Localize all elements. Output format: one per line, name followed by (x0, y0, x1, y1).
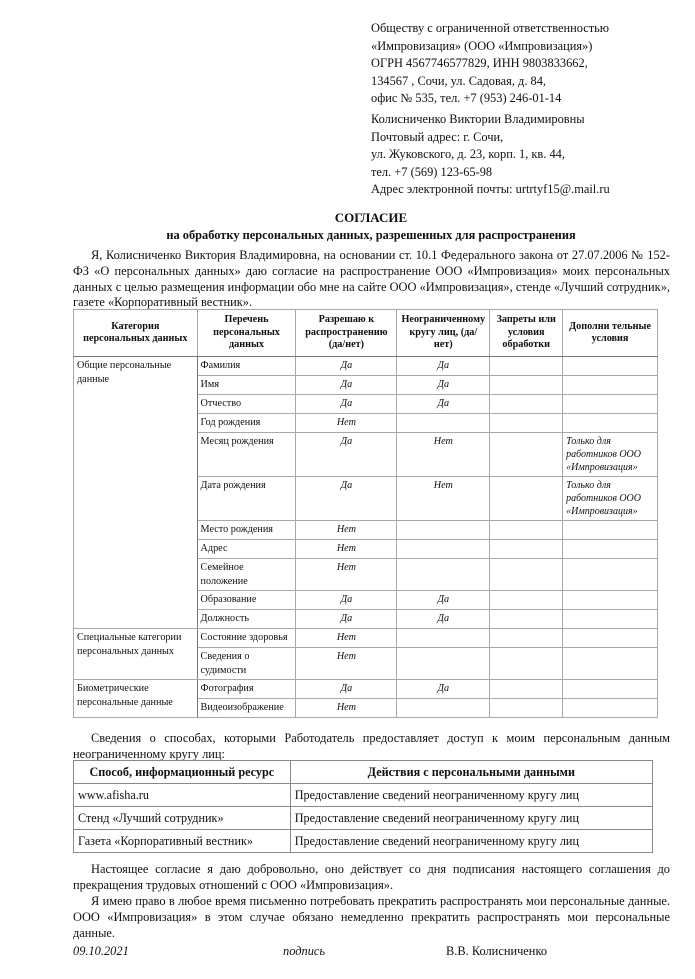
restrictions-cell (490, 610, 563, 629)
unlimited-cell (397, 521, 490, 540)
signature-date: 09.10.2021 (73, 944, 129, 958)
restrictions-cell (490, 540, 563, 559)
signature-label: подпись (283, 944, 326, 958)
table-row (74, 357, 658, 376)
item-cell: Должность (197, 610, 296, 629)
item-cell: Отчество (197, 395, 296, 414)
item-cell: Сведения о судимости (197, 648, 296, 680)
allow-cell: Нет (296, 559, 397, 591)
unlimited-cell (397, 699, 490, 718)
allow-cell: Да (296, 477, 397, 521)
item-cell: Адрес (197, 540, 296, 559)
restrictions-cell (490, 648, 563, 680)
category-cell: Биометрические персональные данные (74, 680, 198, 718)
category-cell: Специальные категории персональных данных (74, 629, 198, 680)
unlimited-cell (397, 629, 490, 648)
sender-line: Адрес электронной почты: urtrtyf15@.mail.ru (371, 182, 610, 197)
extra-cell (563, 395, 658, 414)
extra-cell: Только для работников ООО «Импровизация» (563, 433, 658, 477)
allow-cell: Да (296, 395, 397, 414)
header-restrictions: Запреты или условия обработки (490, 310, 563, 357)
restrictions-cell (490, 680, 563, 699)
item-cell: Видеоизображение (197, 699, 296, 718)
document-subtitle: на обработку персональных данных, разрешенных для распространения (166, 228, 576, 242)
unlimited-cell: Да (397, 610, 490, 629)
extra-cell (563, 648, 658, 680)
restrictions-cell (490, 629, 563, 648)
header-unlimited: Неограниченному кругу лиц, (да/нет) (397, 310, 490, 357)
recipient-line: «Импровизация» (ООО «Импровизация») (371, 38, 593, 53)
header-extra: Дополни тельные условия (563, 310, 658, 357)
unlimited-cell: Нет (397, 477, 490, 521)
personal-data-table (73, 309, 658, 718)
allow-cell: Да (296, 680, 397, 699)
header-items: Перечень персональных данных (197, 310, 296, 357)
resource-cell: Газета «Корпоративный вестник» (74, 830, 291, 853)
methods-paragraph: Сведения о способах, которыми Работодатель предоставляет доступ к моим персональным данным неограниченному кругу лиц: (73, 731, 670, 761)
unlimited-cell (397, 648, 490, 680)
recipient-line: офис № 535, тел. +7 (953) 246-01-14 (371, 91, 562, 106)
table-row (74, 784, 653, 807)
extra-cell (563, 699, 658, 718)
extra-cell (563, 559, 658, 591)
restrictions-cell (490, 357, 563, 376)
table-row (74, 807, 653, 830)
unlimited-cell: Да (397, 357, 490, 376)
item-cell: Месяц рождения (197, 433, 296, 477)
allow-cell: Нет (296, 414, 397, 433)
allow-cell: Да (296, 591, 397, 610)
allow-cell: Нет (296, 648, 397, 680)
signer-name: В.В. Колисниченко (446, 944, 548, 958)
action-cell: Предоставление сведений неограниченному кругу лиц (290, 807, 652, 830)
unlimited-cell: Да (397, 376, 490, 395)
unlimited-cell: Да (397, 591, 490, 610)
allow-cell: Да (296, 610, 397, 629)
header-allow: Разрешаю к распространению (да/нет) (296, 310, 397, 357)
unlimited-cell: Да (397, 395, 490, 414)
allow-cell: Да (296, 433, 397, 477)
unlimited-cell (397, 559, 490, 591)
table-header-row (74, 310, 658, 357)
allow-cell: Нет (296, 521, 397, 540)
restrictions-cell (490, 395, 563, 414)
extra-cell (563, 414, 658, 433)
restrictions-cell (490, 591, 563, 610)
table-row (74, 629, 658, 648)
recipient-line: Обществу с ограниченной ответственностью (371, 21, 610, 35)
item-cell: Дата рождения (197, 477, 296, 521)
header-resource: Способ, информационный ресурс (74, 761, 291, 784)
extra-cell (563, 610, 658, 629)
extra-cell (563, 357, 658, 376)
sender-line: ул. Жуковского, д. 23, корп. 1, кв. 44, (371, 147, 565, 162)
item-cell: Состояние здоровья (197, 629, 296, 648)
item-cell: Семейное положение (197, 559, 296, 591)
item-cell: Год рождения (197, 414, 296, 433)
intro-paragraph: Я, Колисниченко Виктория Владимировна, на основании ст. 10.1 Федерального закона от 27.07.2006 № 152-ФЗ «О персональных данных» даю согласие на распространение ООО «Импровизация» моих персональных данных с целью размещения информации обо мне на сайте ООО «Импровизация», стенде «Лучший сотрудник», газете «Корпоративный вестник». (73, 248, 670, 310)
restrictions-cell (490, 521, 563, 540)
extra-cell (563, 629, 658, 648)
document-title: СОГЛАСИЕ (334, 210, 408, 225)
item-cell: Образование (197, 591, 296, 610)
extra-cell (563, 680, 658, 699)
item-cell: Фотография (197, 680, 296, 699)
extra-cell (563, 591, 658, 610)
unlimited-cell: Нет (397, 433, 490, 477)
restrictions-cell (490, 477, 563, 521)
restrictions-cell (490, 559, 563, 591)
allow-cell: Нет (296, 540, 397, 559)
table-row (74, 680, 658, 699)
sender-line: Колисниченко Виктории Владимировны (371, 112, 585, 126)
unlimited-cell (397, 414, 490, 433)
recipient-line: 134567 , Сочи, ул. Садовая, д. 84, (371, 73, 547, 88)
resource-cell: Стенд «Лучший сотрудник» (74, 807, 291, 830)
header-action: Действия с персональными данными (290, 761, 652, 784)
allow-cell: Нет (296, 699, 397, 718)
restrictions-cell (490, 414, 563, 433)
revocation-paragraph: Я имею право в любое время письменно потребовать прекратить распространять мои персональные данные. ООО «Импровизация» в этом случае обязано немедленно прекратить распространять мои персональные данные. (73, 894, 670, 940)
unlimited-cell: Да (397, 680, 490, 699)
table-header-row (74, 761, 653, 784)
restrictions-cell (490, 376, 563, 395)
item-cell: Фамилия (197, 357, 296, 376)
allow-cell: Да (296, 376, 397, 395)
unlimited-cell (397, 540, 490, 559)
table-row (74, 830, 653, 853)
extra-cell: Только для работников ООО «Импровизация» (563, 477, 658, 521)
allow-cell: Нет (296, 629, 397, 648)
recipient-line: ОГРН 4567746577829, ИНН 9803833662, (371, 56, 588, 71)
item-cell: Имя (197, 376, 296, 395)
resource-cell: www.afisha.ru (74, 784, 291, 807)
restrictions-cell (490, 699, 563, 718)
extra-cell (563, 521, 658, 540)
sender-address (371, 111, 610, 199)
sender-line: Почтовый адрес: г. Сочи, (371, 129, 504, 144)
recipient-address (371, 20, 609, 108)
allow-cell: Да (296, 357, 397, 376)
action-cell: Предоставление сведений неограниченному кругу лиц (290, 784, 652, 807)
action-cell: Предоставление сведений неограниченному кругу лиц (290, 830, 652, 853)
sender-line: тел. +7 (569) 123-65-98 (371, 164, 493, 179)
extra-cell (563, 376, 658, 395)
restrictions-cell (490, 433, 563, 477)
validity-paragraph: Настоящее согласие я даю добровольно, оно действует со дня подписания настоящего соглашения до прекращения трудовых отношений с ООО «Импровизация». (73, 862, 670, 892)
header-category: Категория персональных данных (74, 310, 198, 357)
extra-cell (563, 540, 658, 559)
item-cell: Место рождения (197, 521, 296, 540)
access-methods-table (73, 760, 653, 853)
category-cell: Общие персональные данные (74, 357, 198, 629)
